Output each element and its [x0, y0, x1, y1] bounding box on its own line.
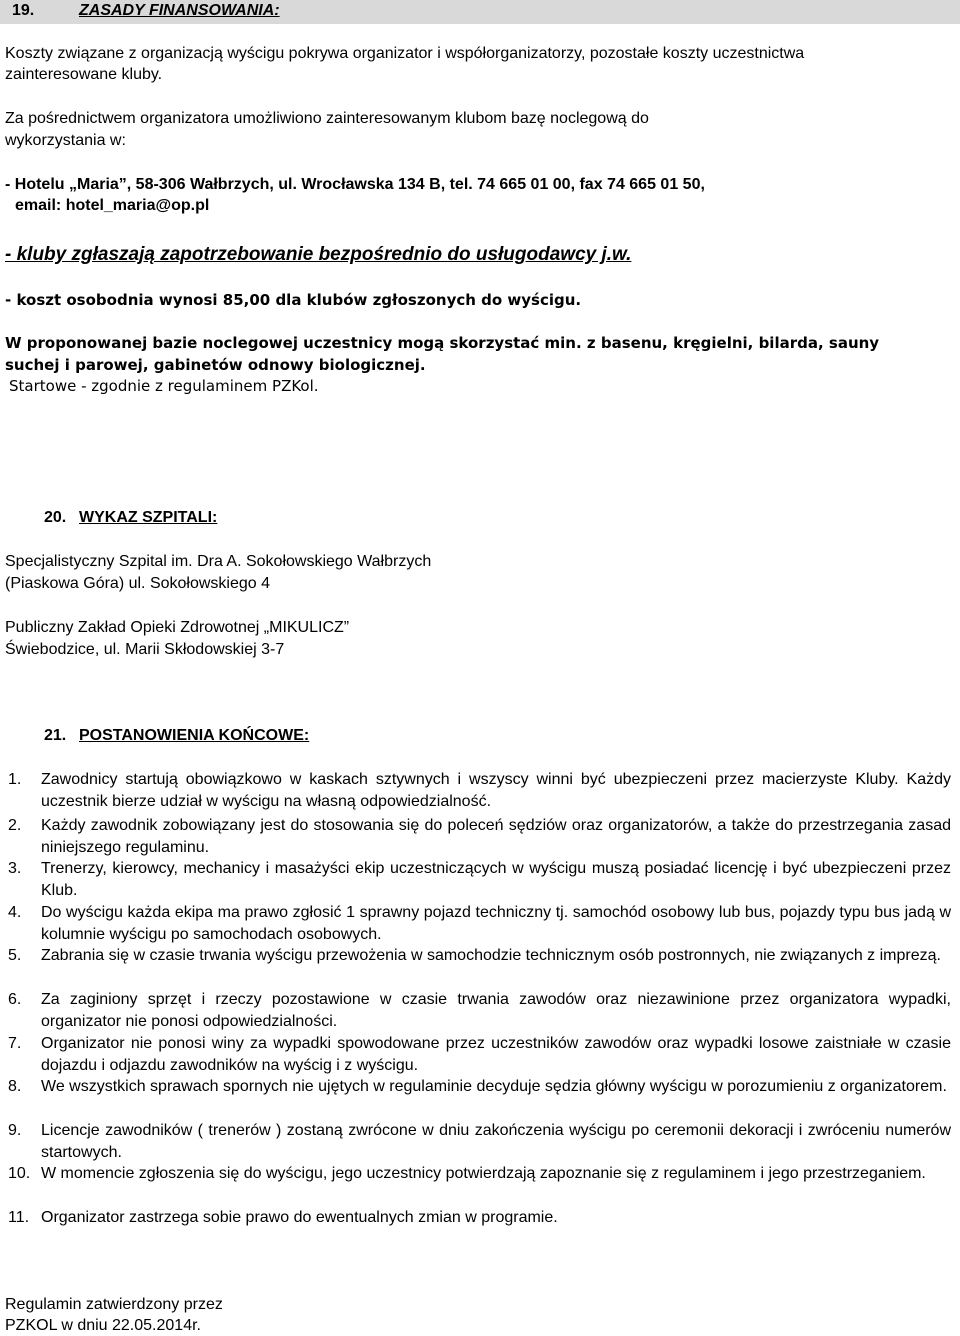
provision-text: Zawodnicy startują obowiązkowo w kaskach sztywnych i wszyscy winni być ubezpieczeni przez macierzyste Kluby. Każdy uczestnik bierze udział w wyścigu na własną odpowiedzialność. [41, 771, 951, 810]
section-19-header [0, 0, 960, 24]
accommodation-line-1: Za pośrednictwem organizatora umożliwiono zainteresowanym klubom bazę noclegową do [5, 110, 649, 127]
facilities-line-2: suchej i parowej, gabinetów odnowy biologicznej. [5, 356, 426, 374]
approval-line-2: PZKOL w dniu 22.05.2014r. [5, 1317, 201, 1334]
costs-line-2: zainteresowane kluby. [5, 66, 163, 83]
provision-number: 3. [8, 860, 22, 877]
section-19-number: 19. [12, 2, 35, 19]
provision-number: 6. [8, 991, 22, 1008]
provision-text: Organizator zastrzega sobie prawo do ewentualnych zmian w programie. [41, 1209, 558, 1226]
provision-text: Zabrania się w czasie trwania wyścigu przewożenia w samochodzie technicznym osób postronnych, nie związanych z imprezą. [41, 947, 941, 964]
provision-text: Każdy zawodnik zobowiązany jest do stosowania się do poleceń sędziów oraz organizatorów, a także do przestrzegania zasad niniejszego regulaminu. [41, 817, 951, 856]
cost-note: - koszt osobodnia wynosi 85,00 dla klubów zgłoszonych do wyścigu. [5, 291, 582, 309]
hospital-2-name: Publiczny Zakład Opieki Zdrowotnej „MIKULICZ” [5, 619, 350, 636]
hospital-2-address: Świebodzice, ul. Marii Skłodowskiej 3-7 [5, 641, 285, 658]
provision-text: Organizator nie ponosi winy za wypadki spowodowane przez uczestników zawodów oraz wypadki losowe zaistniałe w czasie dojazdu i odjazdu zawodników na wyścig i z wyścigu. [41, 1035, 951, 1074]
provision-text: Do wyścigu każda ekipa ma prawo zgłosić 1 sprawny pojazd techniczny tj. samochód osobowy lub bus, pojazdy typu bus jadą w kolumnie wyścigu po samochodach osobowych. [41, 904, 951, 943]
section-21-title: POSTANOWIENIA KOŃCOWE: [79, 727, 310, 744]
provision-text: We wszystkich sprawach spornych nie ujętych w regulaminie decyduje sędzia główny wyścigu w porozumieniu z organizatorem. [41, 1078, 947, 1095]
provision-number: 5. [8, 947, 22, 964]
hotel-address-line-1: - Hotelu „Maria”, 58-306 Wałbrzych, ul. Wrocławska 134 B, tel. 74 665 01 00, fax 74 665 01 50, [5, 176, 705, 193]
startowe-note: Startowe - zgodnie z regulaminem PZKol. [9, 377, 319, 395]
section-20-title: WYKAZ SZPITALI: [79, 509, 218, 526]
provision-text: W momencie zgłoszenia się do wyścigu, jego uczestnicy potwierdzają zapoznanie się z regulaminem i jego przestrzeganiem. [41, 1165, 926, 1182]
hospital-1-name: Specjalistyczny Szpital im. Dra A. Sokołowskiego Wałbrzych [5, 553, 432, 570]
facilities-line-1: W proponowanej bazie noclegowej uczestnicy mogą skorzystać min. z basenu, kręgielni, bilarda, sauny [5, 334, 880, 352]
provision-text: Trenerzy, kierowcy, mechanicy i masażyści ekip uczestniczących w wyścigu muszą posiadać licencję i być ubezpieczeni przez Klub. [41, 860, 951, 899]
approval-line-1: Regulamin zatwierdzony przez [5, 1296, 223, 1313]
provision-number: 1. [8, 771, 22, 788]
provision-number: 4. [8, 904, 22, 921]
provision-number: 7. [8, 1035, 22, 1052]
booking-note: - kluby zgłaszają zapotrzebowanie bezpośrednio do usługodawcy j.w. [5, 244, 632, 265]
section-19-title: ZASADY FINANSOWANIA: [79, 2, 280, 19]
provision-number: 10. [8, 1165, 31, 1182]
hotel-email-line: email: hotel_maria@op.pl [15, 197, 210, 214]
accommodation-line-2: wykorzystania w: [5, 132, 126, 149]
costs-line-1: Koszty związane z organizacją wyścigu pokrywa organizator i współorganizatorzy, pozostałe koszty uczestnictwa [5, 45, 805, 62]
provision-number: 2. [8, 817, 22, 834]
provision-text: Za zaginiony sprzęt i rzeczy pozostawione w czasie trwania zawodów oraz niezawinione przez organizatora wypadki, organizator nie ponosi odpowiedzialności. [41, 991, 951, 1030]
hospital-1-address: (Piaskowa Góra) ul. Sokołowskiego 4 [5, 575, 271, 592]
provision-number: 9. [8, 1122, 22, 1139]
provision-number: 8. [8, 1078, 22, 1095]
provision-text: Licencje zawodników ( trenerów ) zostaną zwrócone w dniu zakończenia wyścigu po ceremonii dekoracji i zwróceniu numerów startowych. [41, 1122, 951, 1161]
provision-number: 11. [8, 1209, 30, 1226]
section-21-number: 21. [44, 727, 67, 744]
section-20-number: 20. [44, 509, 67, 526]
